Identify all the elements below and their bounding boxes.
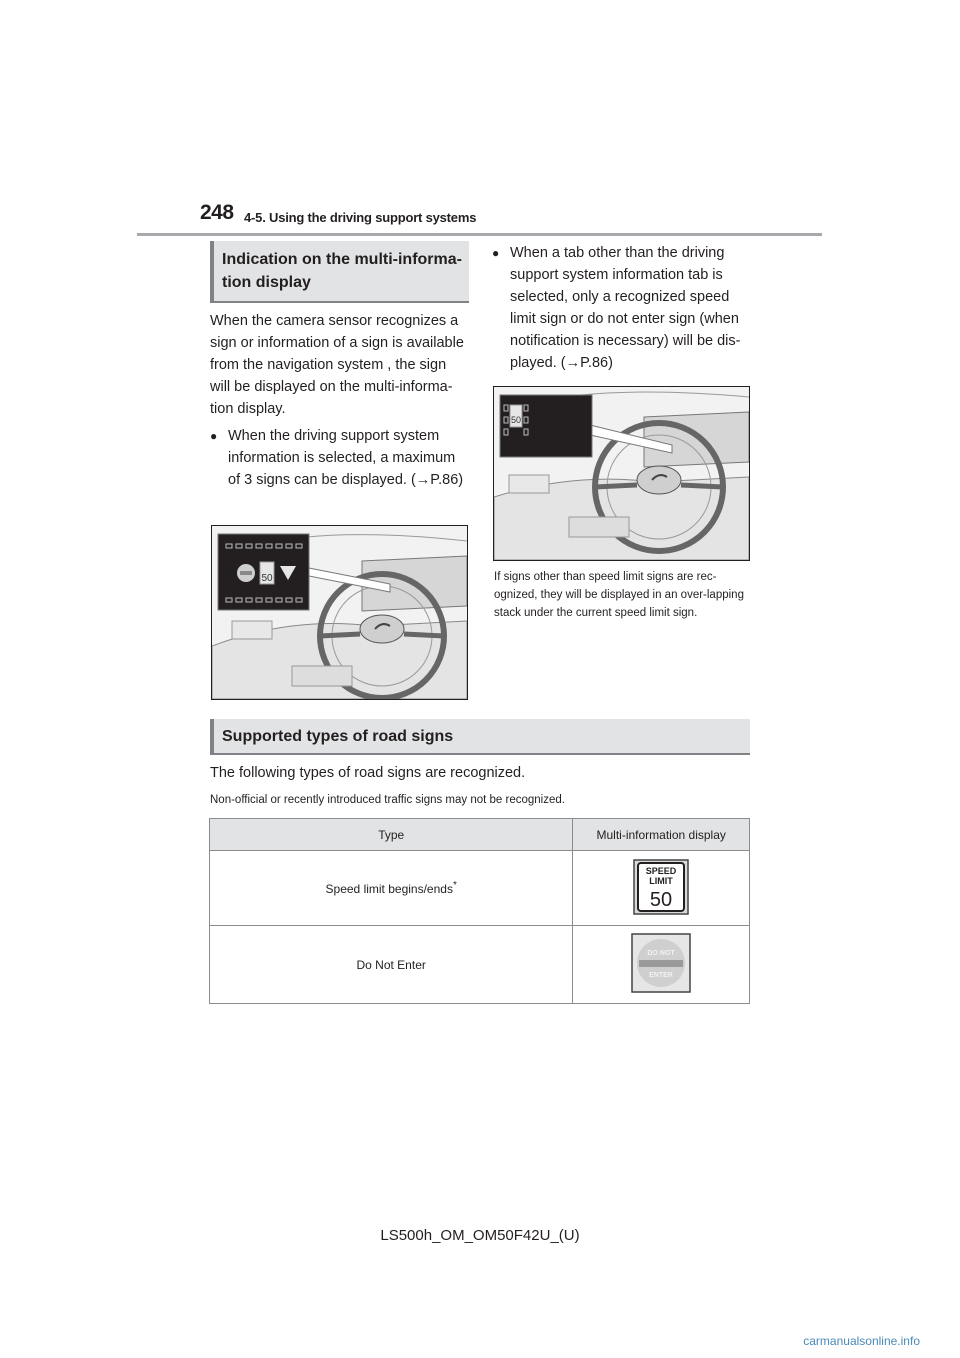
sign-text-do-not: DO NOT	[647, 950, 675, 957]
watermark: carmanualsonline.info	[803, 1334, 920, 1348]
display-value: 50	[510, 415, 522, 425]
sign-type-cell	[210, 926, 573, 1004]
road-signs-note: Non-official or recently introduced traffic signs may not be recognized.	[210, 794, 565, 806]
sign-text-value: 50	[650, 888, 673, 911]
sign-text-limit: LIMIT	[649, 875, 673, 886]
speed-limit-sign-icon	[633, 859, 689, 915]
sign-display-cell	[573, 851, 750, 926]
sign-text-enter: ENTER	[649, 972, 674, 979]
heading-text: Indication on the multi-informa- tion display	[222, 251, 462, 291]
sign-display-cell	[573, 926, 750, 1004]
bullet-text: When the driving support system information is selected, a maximum of 3 signs can be displayed. (→P.86)	[228, 428, 464, 488]
header-rule	[137, 233, 822, 236]
bullet-icon: ●	[492, 246, 500, 260]
illustration-caption: If signs other than speed limit signs are rec-ognized, they will be displayed in an over-lapping stack under the current speed limit sign.	[494, 571, 744, 619]
bullet-item	[492, 242, 750, 374]
table-header-row	[210, 819, 750, 851]
section-title: 4-5. Using the driving support systems	[244, 210, 477, 225]
table-row	[210, 851, 750, 926]
sign-type-label: Do Not Enter	[356, 957, 426, 972]
sign-type-label: Speed limit begins/ends	[325, 882, 453, 896]
heading-text: Supported types of road signs	[222, 727, 454, 745]
footnote-mark: *	[452, 880, 457, 891]
sign-type-cell	[210, 851, 573, 926]
page-number: 248	[200, 201, 234, 224]
column-header-type: Type	[210, 819, 573, 851]
dashboard-illustration-1	[211, 525, 468, 700]
dashboard-drawing	[212, 526, 467, 699]
column-header-display: Multi-information display	[573, 819, 750, 851]
sign-text-speed: SPEED	[645, 865, 677, 876]
bullet-text: When a tab other than the driving support system information tab is selected, only a recognized speed limit sign or do not enter sign (when notification is necessary) will be dis-played. (→P.86)	[510, 245, 741, 371]
do-not-enter-sign-icon	[631, 933, 691, 993]
section-heading-road-signs	[210, 719, 750, 755]
road-sign-table	[209, 818, 750, 1004]
road-signs-intro: The following types of road signs are recognized.	[210, 765, 526, 781]
dashboard-illustration-2	[493, 386, 750, 561]
dashboard-drawing	[494, 387, 749, 560]
table-row	[210, 926, 750, 1004]
bullet-item	[210, 425, 465, 491]
intro-paragraph: When the camera sensor recognizes a sign or information of a sign is available from the navigation system , the sign will be displayed on the multi-informa-tion display.	[210, 313, 464, 417]
display-value: 50	[261, 573, 273, 584]
document-id: LS500h_OM_OM50F42U_(U)	[380, 1227, 580, 1244]
section-heading-indication	[210, 241, 469, 303]
bullet-icon: ●	[210, 429, 218, 443]
